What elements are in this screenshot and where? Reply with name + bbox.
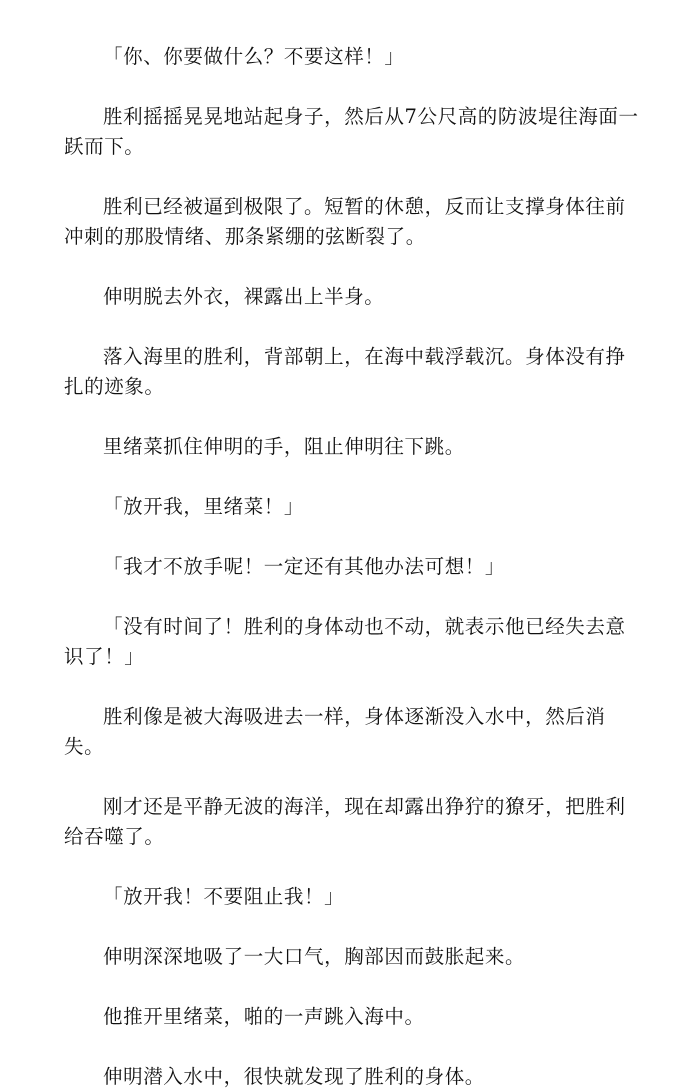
paragraph: 落入海里的胜利，背部朝上，在海中载浮载沉。身体没有挣扎的迹象。	[64, 345, 626, 398]
paragraph: 「我才不放手呢！一定还有其他办法可想！」	[103, 555, 506, 578]
paragraph: 胜利像是被大海吸进去一样，身体逐渐没入水中，然后消失。	[64, 705, 606, 758]
paragraph: 「没有时间了！胜利的身体动也不动，就表示他已经失去意识了！」	[64, 615, 626, 668]
paragraph: 胜利已经被逼到极限了。短暂的休憩，反而让支撑身体往前冲刺的那股情绪、那条紧绷的弦断裂了。	[64, 195, 626, 248]
paragraph: 「你、你要做什么？不要这样！」	[103, 45, 405, 68]
paragraph: 胜利摇摇晃晃地站起身子，然后从7公尺高的防波堤往海面一跃而下。	[64, 105, 639, 158]
paragraph: 伸明深深地吸了一大口气，胸部因而鼓胀起来。	[103, 945, 526, 968]
paragraph: 「放开我！不要阻止我！」	[103, 885, 345, 908]
paragraph: 里绪菜抓住伸明的手，阻止伸明往下跳。	[103, 435, 465, 458]
paragraph: 「放开我，里绪菜！」	[103, 495, 305, 518]
paragraph: 他推开里绪菜，啪的一声跳入海中。	[103, 1005, 425, 1028]
paragraph: 伸明脱去外衣，裸露出上半身。	[103, 285, 385, 308]
paragraph: 刚才还是平静无波的海洋，现在却露出狰狞的獠牙，把胜利给吞噬了。	[64, 795, 626, 848]
paragraph: 伸明潜入水中，很快就发现了胜利的身体。	[103, 1065, 485, 1088]
